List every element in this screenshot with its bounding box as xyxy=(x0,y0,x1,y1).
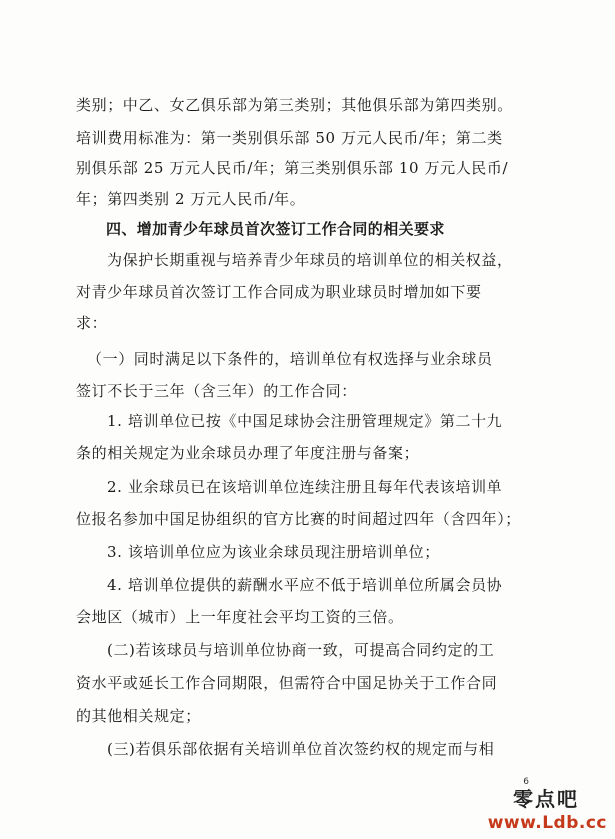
section-heading-4: 四、增加青少年球员首次签订工作合同的相关要求 xyxy=(106,220,445,238)
clause-2-line-2: 资水平或延长工作合同期限，但需符合中国足协关于工作合同 xyxy=(76,674,498,692)
clause-1-line-2: 签订不长于三年（含三年）的工作合同： xyxy=(76,382,357,400)
item-1-line-2: 条的相关规定为业余球员办理了年度注册与备案； xyxy=(76,444,420,462)
item-2-line-1: 2. 业余球员已在该培训单位连续注册且每年代表该培训单 xyxy=(107,478,503,496)
item-3-line-1: 3. 该培训单位应为该业余球员现注册培训单位； xyxy=(107,543,440,561)
clause-1-line-1: （一）同时满足以下条件的，培训单位有权选择与业余球员 xyxy=(87,350,493,368)
item-4-line-2: 会地区（城市）上一年度社会平均工资的三倍。 xyxy=(76,608,404,626)
item-1-line-1: 1. 培训单位已按《中国足球协会注册管理规定》第二十九 xyxy=(107,412,503,430)
text-line-4: 年；第四类别 2 万元人民币/年。 xyxy=(76,190,306,208)
watermark-url: www.Ldb.cc xyxy=(487,813,607,833)
text-line-1: 类别；中乙、女乙俱乐部为第三类别；其他俱乐部为第四类别。 xyxy=(76,96,513,114)
text-line-8: 求： xyxy=(76,314,108,332)
item-4-line-1: 4. 培训单位提供的薪酬水平应不低于培训单位所属会员协 xyxy=(107,576,503,594)
watermark-superscript: 6 xyxy=(523,777,529,787)
text-line-7: 对青少年球员首次签订工作合同成为职业球员时增加如下要 xyxy=(76,283,482,301)
clause-2-line-1: (二)若该球员与培训单位协商一致，可提高合同约定的工 xyxy=(107,641,495,659)
text-line-2: 培训费用标准为：第一类别俱乐部 50 万元人民币/年；第二类 xyxy=(76,129,503,147)
clause-3-line-1: (三)若俱乐部依据有关培训单位首次签约权的规定而与相 xyxy=(107,740,495,758)
text-line-3: 别俱乐部 25 万元人民币/年；第三类别俱乐部 10 万元人民币/ xyxy=(76,159,509,177)
watermark-name: 零点吧 xyxy=(513,787,579,811)
clause-2-line-3: 的其他相关规定； xyxy=(76,707,201,725)
site-watermark xyxy=(467,777,607,833)
text-line-6: 为保护长期重视与培养青少年球员的培训单位的相关权益， xyxy=(107,251,513,269)
item-2-line-2: 位报名参加中国足协组织的官方比赛的时间超过四年（含四年）； xyxy=(76,510,521,528)
